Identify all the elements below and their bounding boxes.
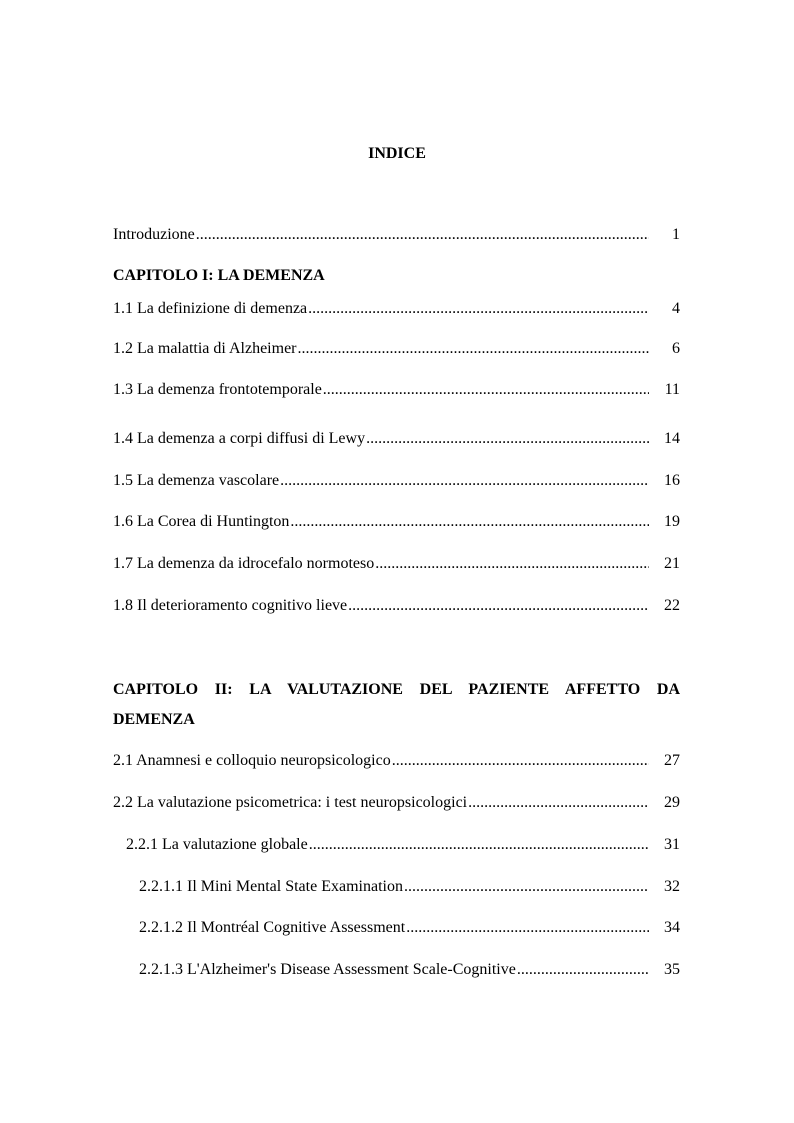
toc-entry-1-5[interactable] <box>113 471 680 491</box>
toc-entry-page: 14 <box>664 430 680 447</box>
chapter-1-heading[interactable]: CAPITOLO I: LA DEMENZA <box>113 267 325 284</box>
toc-entry-label: 1.4 La demenza a corpi diffusi di Lewy <box>113 430 366 447</box>
toc-entry-page: 27 <box>664 752 680 769</box>
toc-entry-label: 1.7 La demenza da idrocefalo normoteso <box>113 555 375 572</box>
toc-entry-page: 6 <box>672 340 680 357</box>
toc-entry-label: 2.2.1.3 L'Alzheimer's Disease Assessment Scale-Cognitive <box>139 961 516 978</box>
dot-leader <box>323 380 649 400</box>
toc-entry-page: 11 <box>664 381 680 398</box>
toc-entry-1-8[interactable] <box>113 596 680 616</box>
toc-entry-page: 1 <box>672 226 680 243</box>
toc-entry-2-2[interactable] <box>113 793 680 813</box>
chapter-2-heading-line-2: DEMENZA <box>113 711 195 728</box>
dot-leader <box>375 554 649 574</box>
toc-entry-1-2[interactable] <box>113 339 680 359</box>
dot-leader <box>366 429 649 449</box>
dot-leader <box>290 512 649 532</box>
toc-entry-label: 1.1 La definizione di demenza <box>113 300 308 317</box>
toc-entry-label: 1.5 La demenza vascolare <box>113 472 280 489</box>
toc-entry-2-2-1[interactable] <box>126 835 680 855</box>
toc-entry-1-7[interactable] <box>113 554 680 574</box>
toc-entry-page: 29 <box>664 794 680 811</box>
toc-entry-page: 16 <box>664 472 680 489</box>
toc-entry-page: 21 <box>664 555 680 572</box>
dot-leader <box>406 918 649 938</box>
toc-entry-2-2-1-3[interactable] <box>139 960 680 980</box>
toc-entry-page: 34 <box>664 919 680 936</box>
toc-entry-page: 31 <box>664 836 680 853</box>
toc-entry-2-1[interactable] <box>113 751 680 771</box>
toc-entry-label: 1.8 Il deterioramento cognitivo lieve <box>113 597 348 614</box>
toc-entry-page: 4 <box>672 300 680 317</box>
chapter-2-heading-line-1: CAPITOLO II: LA VALUTAZIONE DEL PAZIENTE AFFETTO DA <box>113 681 680 698</box>
toc-entry-1-6[interactable] <box>113 512 680 532</box>
toc-entry-label: 2.2.1.2 Il Montréal Cognitive Assessment <box>139 919 406 936</box>
page-title: INDICE <box>368 145 426 162</box>
dot-leader <box>280 471 649 491</box>
toc-entry-label: 2.2 La valutazione psicometrica: i test neuropsicologici <box>113 794 468 811</box>
toc-entry-1-4[interactable] <box>113 429 680 449</box>
toc-entry-page: 22 <box>664 597 680 614</box>
toc-entry-label: 1.3 La demenza frontotemporale <box>113 381 322 398</box>
toc-entry-label: 2.2.1.1 Il Mini Mental State Examination <box>139 878 403 895</box>
dot-leader <box>517 960 649 980</box>
dot-leader <box>404 877 649 897</box>
dot-leader <box>196 225 649 245</box>
dot-leader <box>468 793 649 813</box>
toc-entry-page: 32 <box>664 878 680 895</box>
dot-leader <box>298 339 650 359</box>
toc-entry-label: 2.1 Anamnesi e colloquio neuropsicologico <box>113 752 391 769</box>
dot-leader <box>348 596 649 616</box>
dot-leader <box>392 751 649 771</box>
toc-entry-label: 1.2 La malattia di Alzheimer <box>113 340 297 357</box>
toc-entry-label: 2.2.1 La valutazione globale <box>126 836 308 853</box>
toc-entry-page: 19 <box>664 513 680 530</box>
toc-entry-1-3[interactable] <box>113 380 680 400</box>
toc-entry-1-1[interactable] <box>113 299 680 319</box>
toc-entry-label: 1.6 La Corea di Huntington <box>113 513 290 530</box>
toc-entry-label: Introduzione <box>113 226 195 243</box>
dot-leader <box>308 299 649 319</box>
toc-entry-page: 35 <box>664 961 680 978</box>
dot-leader <box>309 835 649 855</box>
toc-entry-introduzione[interactable] <box>113 225 680 245</box>
toc-entry-2-2-1-1[interactable] <box>139 877 680 897</box>
toc-entry-2-2-1-2[interactable] <box>139 918 680 938</box>
chapter-2-heading[interactable] <box>113 675 680 735</box>
